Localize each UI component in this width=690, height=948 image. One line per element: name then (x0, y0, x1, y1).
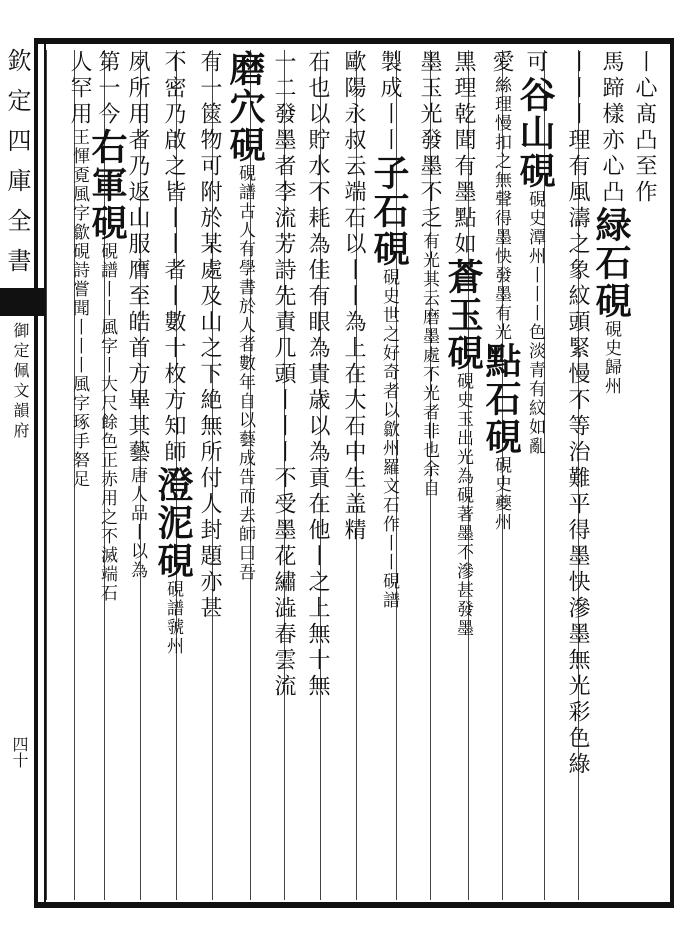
column-9-text: 歐陽永叔云端石以丨丨為上在大石中生盖精 (341, 50, 366, 544)
column-13-text: 有一篋物可附於某處及山之下絶無所付人封題亦甚 (197, 50, 222, 622)
column-5-note-2: 硯史夔州 (491, 456, 511, 532)
column-17-note: 王惲覔風字歙硯詩嘗聞丨丨丨風字琢手砮足 (69, 128, 89, 489)
column-2-text: 馬蹄樣亦心凸 (599, 50, 624, 206)
column-14-text: 不密乃啟之皆丨丨者丨數十枚方知師 (161, 50, 186, 466)
column-14-note: 硯譜虢州 (163, 580, 183, 656)
column-8-note: 硯史世之好奇者以歙州羅文石作丨丨硯譜 (379, 268, 399, 610)
column-16-note: 硯譜丨丨風字丨大尺餘色正赤用之不滅端石 (97, 242, 117, 603)
entry-heading: 谷山硯 (514, 76, 556, 190)
column-11-text: 一二發墨者李流芳詩先責几頭丨丨丨不受墨花繡澁春雲流 (271, 50, 296, 700)
column-5-note: 絲理慢扣之無聲得墨快發墨有光 (491, 76, 511, 342)
column-6-text: 黒理乾聞有墨點如 (451, 50, 476, 258)
bottom-frame-rule (34, 902, 674, 908)
column-7-text: 墨玉光發墨不乏 (417, 50, 442, 232)
column-15-text: 夙所用者乃返山服膺至皓首方畢其藝 (125, 50, 150, 466)
column-3-text: 丨丨丨理有風濤之象紋頭緊慢不等治難平得墨快滲墨無光彩色綠 (565, 50, 590, 778)
column-1-text: 丨心髙凸至作 (632, 50, 657, 206)
right-frame-rule (670, 38, 674, 908)
entry-heading: 蒼玉硯 (442, 258, 484, 372)
entry-heading: 澄泥硯 (152, 466, 194, 580)
fishtail-block (0, 288, 44, 316)
book-subtitle: 御定佩文韻府 (11, 322, 30, 442)
entry-heading: 右軍硯 (86, 128, 128, 242)
entry-heading: 子石硯 (368, 154, 410, 268)
column-12-note: 硯譜古人有學書於人者數年自以藝成告而去師曰吾 (235, 164, 255, 582)
text-column-17 (46, 50, 97, 900)
column-4-text: 可 (523, 50, 548, 76)
top-frame-rule (34, 38, 674, 44)
book-title: 欽定四庫全書 (3, 48, 31, 288)
entry-heading: 緑石硯 (590, 206, 632, 320)
column-16-text: 第一今 (95, 50, 120, 128)
column-10-text: 石也以貯水不耗為佳有眼為貴歳以為貢在他丨之上無十無 (305, 50, 330, 700)
left-frame-rule (34, 38, 38, 908)
column-7-note: 有光其云磨墨處不光者非也余自 (419, 232, 439, 498)
column-8-text: 製成丨丨 (377, 50, 402, 154)
column-5-text: 愛 (489, 50, 514, 76)
column-2-note: 硯史歸州 (601, 320, 621, 396)
entry-heading: 點石硯 (480, 342, 522, 456)
column-15-note: 唐人品丨以為 (127, 466, 147, 580)
column-17-text: 人罕用 (67, 50, 92, 128)
page-number: 四十 (10, 736, 29, 768)
column-6-note: 硯史玉出光為硯著墨不滲甚發墨 (453, 372, 473, 638)
entry-heading: 磨穴硯 (224, 50, 266, 164)
column-4-note: 硯史潭州丨丨丨色淡青有紋如亂 (525, 190, 545, 456)
